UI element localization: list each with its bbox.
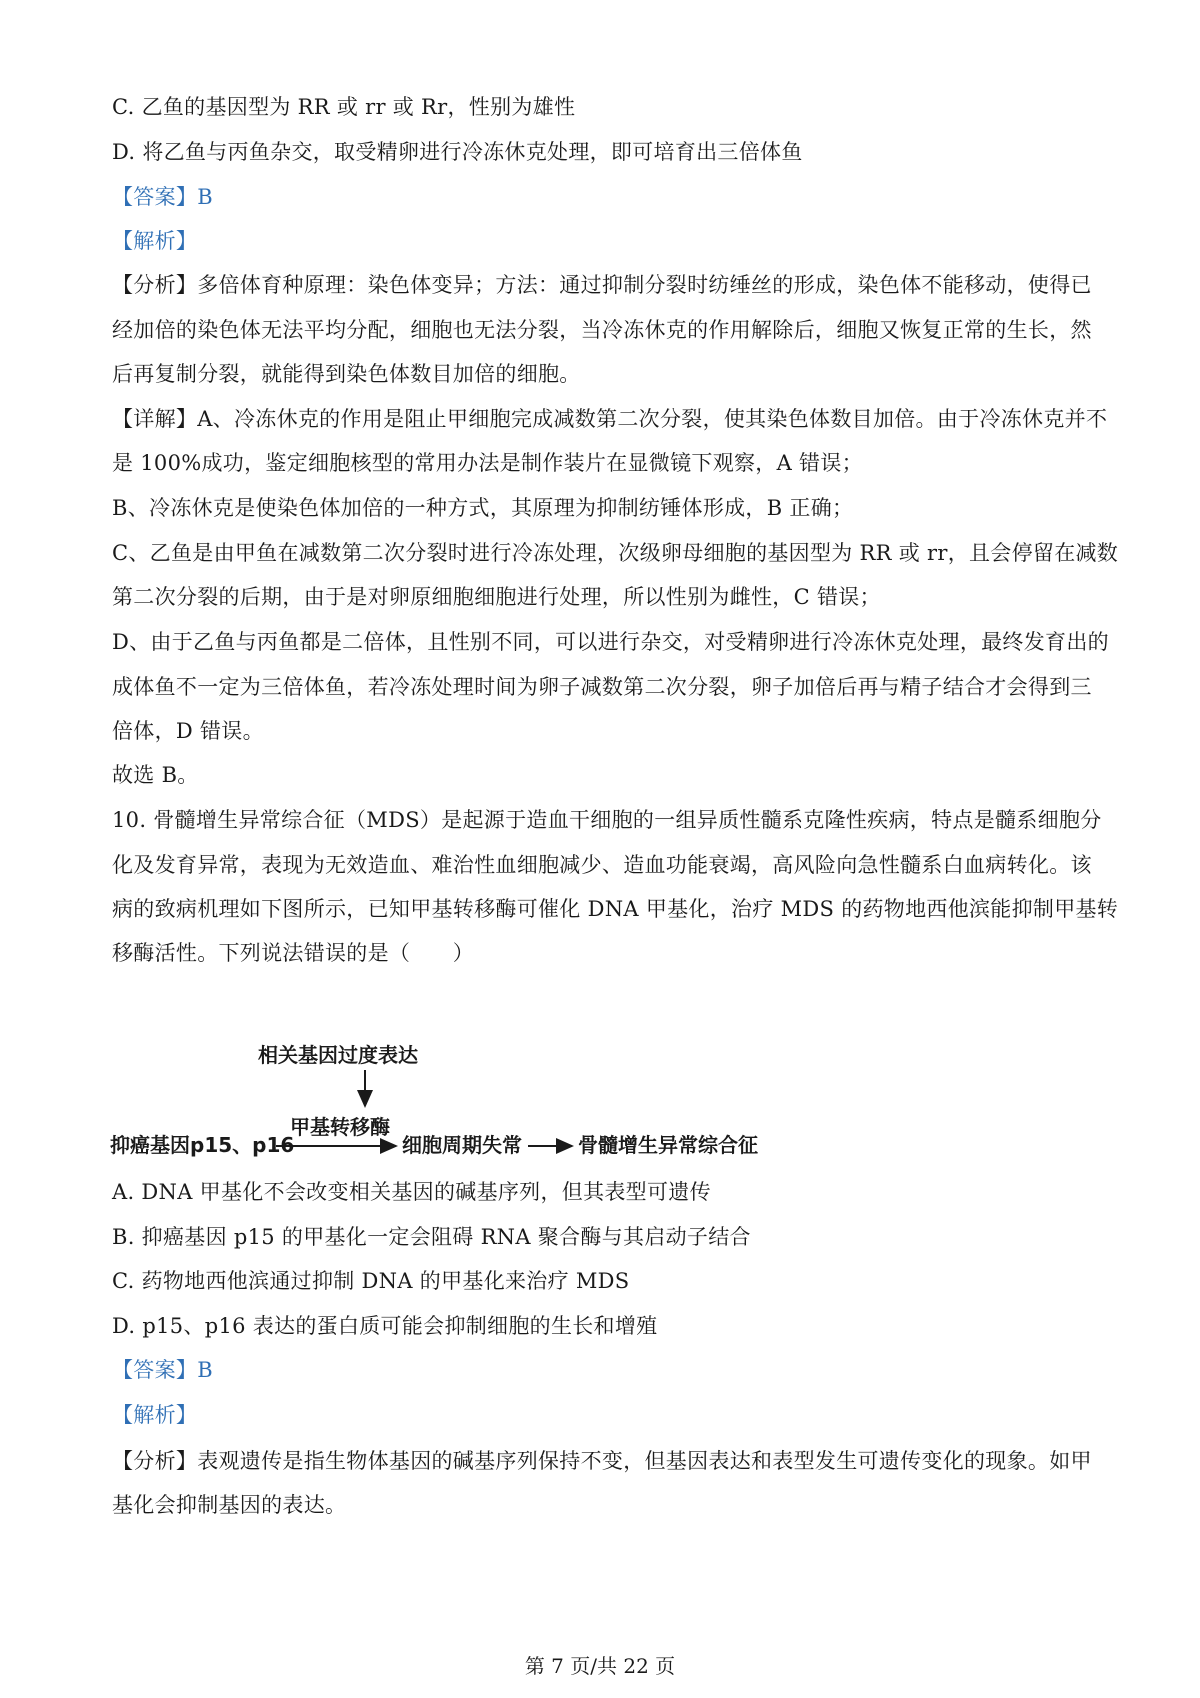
diagram-node-suppressor-genes: 抑癌基因p15、p16 <box>110 1133 295 1157</box>
analysis-paragraph-line: 【分析】多倍体育种原理：染色体变异；方法：通过抑制分裂时纺缍丝的形成，染色体不能移动，使得已 <box>112 273 1092 297</box>
detail-paragraph-line: 第二次分裂的后期，由于是对卵原细胞细胞进行处理，所以性别为雌性，C 错误； <box>112 585 881 609</box>
detail-paragraph-line: 是 100%成功，鉴定细胞核型的常用办法是制作装片在显微镜下观察，A 错误； <box>112 451 863 475</box>
answer-label: 【答案】B <box>112 1358 213 1382</box>
detail-paragraph-line: D、由于乙鱼与丙鱼都是二倍体，且性别不同，可以进行杂交，对受精卵进行冷冻休克处理，最终发育出的 <box>112 630 1109 654</box>
option-b: B. 抑癌基因 p15 的甲基化一定会阻碍 RNA 聚合酶与其启动子结合 <box>112 1225 751 1249</box>
detail-paragraph-line: B、冷冻休克是使染色体加倍的一种方式，其原理为抑制纺锤体形成，B 正确； <box>112 496 854 520</box>
detail-paragraph-line: 倍体，D 错误。 <box>112 719 264 743</box>
question-10-line: 化及发育异常，表现为无效造血、难治性血细胞减少、造血功能衰竭，高风险向急性髓系白血病转化。该 <box>112 853 1092 877</box>
mds-mechanism-diagram <box>110 1040 870 1160</box>
detail-paragraph-line: 成体鱼不一定为三倍体鱼，若冷冻处理时间为卵子减数第二次分裂，卵子加倍后再与精子结合才会得到三 <box>112 675 1092 699</box>
detail-paragraph-line: 【详解】A、冷冻休克的作用是阻止甲细胞完成减数第二次分裂，使其染色体数目加倍。由于冷冻休克并不 <box>112 407 1108 431</box>
diagram-arrow-label: 甲基转移酶 <box>290 1115 390 1139</box>
analysis-paragraph-line: 经加倍的染色体无法平均分配，细胞也无法分裂，当冷冻休克的作用解除后，细胞又恢复正常的生长，然 <box>112 318 1092 342</box>
analysis-label: 【解析】 <box>112 229 198 253</box>
option-c-prev: C. 乙鱼的基因型为 RR 或 rr 或 Rr，性别为雄性 <box>112 95 576 119</box>
page-footer: 第 7 页/共 22 页 <box>524 1654 676 1678</box>
diagram-node-mds: 骨髓增生异常综合征 <box>578 1133 758 1157</box>
analysis-paragraph-line: 基化会抑制基因的表达。 <box>112 1493 347 1517</box>
detail-paragraph-line: C、乙鱼是由甲鱼在减数第二次分裂时进行冷冻处理，次级卵母细胞的基因型为 RR 或 rr，且会停留在减数 <box>112 541 1119 565</box>
question-10-line: 病的致病机理如下图所示，已知甲基转移酶可催化 DNA 甲基化，治疗 MDS 的药物地西他滨能抑制甲基转 <box>112 897 1119 921</box>
diagram-top-label: 相关基因过度表达 <box>258 1043 418 1067</box>
conclusion-line: 故选 B。 <box>112 763 199 787</box>
option-a: A. DNA 甲基化不会改变相关基因的碱基序列，但其表型可遗传 <box>112 1180 711 1204</box>
question-10-line: 移酶活性。下列说法错误的是（ ） <box>112 941 475 965</box>
question-10-line: 10. 骨髓增生异常综合征（MDS）是起源于造血干细胞的一组异质性髓系克隆性疾病，特点是髓系细胞分 <box>112 808 1102 832</box>
analysis-paragraph-line: 【分析】表观遗传是指生物体基因的碱基序列保持不变，但基因表达和表型发生可遗传变化的现象。如甲 <box>112 1449 1092 1473</box>
analysis-label: 【解析】 <box>112 1403 198 1427</box>
option-d-prev: D. 将乙鱼与丙鱼杂交，取受精卵进行冷冻休克处理，即可培育出三倍体鱼 <box>112 140 803 164</box>
analysis-paragraph-line: 后再复制分裂，就能得到染色体数目加倍的细胞。 <box>112 362 581 386</box>
answer-label: 【答案】B <box>112 185 213 209</box>
option-c: C. 药物地西他滨通过抑制 DNA 的甲基化来治疗 MDS <box>112 1269 630 1293</box>
diagram-node-cell-cycle: 细胞周期失常 <box>402 1133 522 1157</box>
option-d: D. p15、p16 表达的蛋白质可能会抑制细胞的生长和增殖 <box>112 1314 658 1338</box>
